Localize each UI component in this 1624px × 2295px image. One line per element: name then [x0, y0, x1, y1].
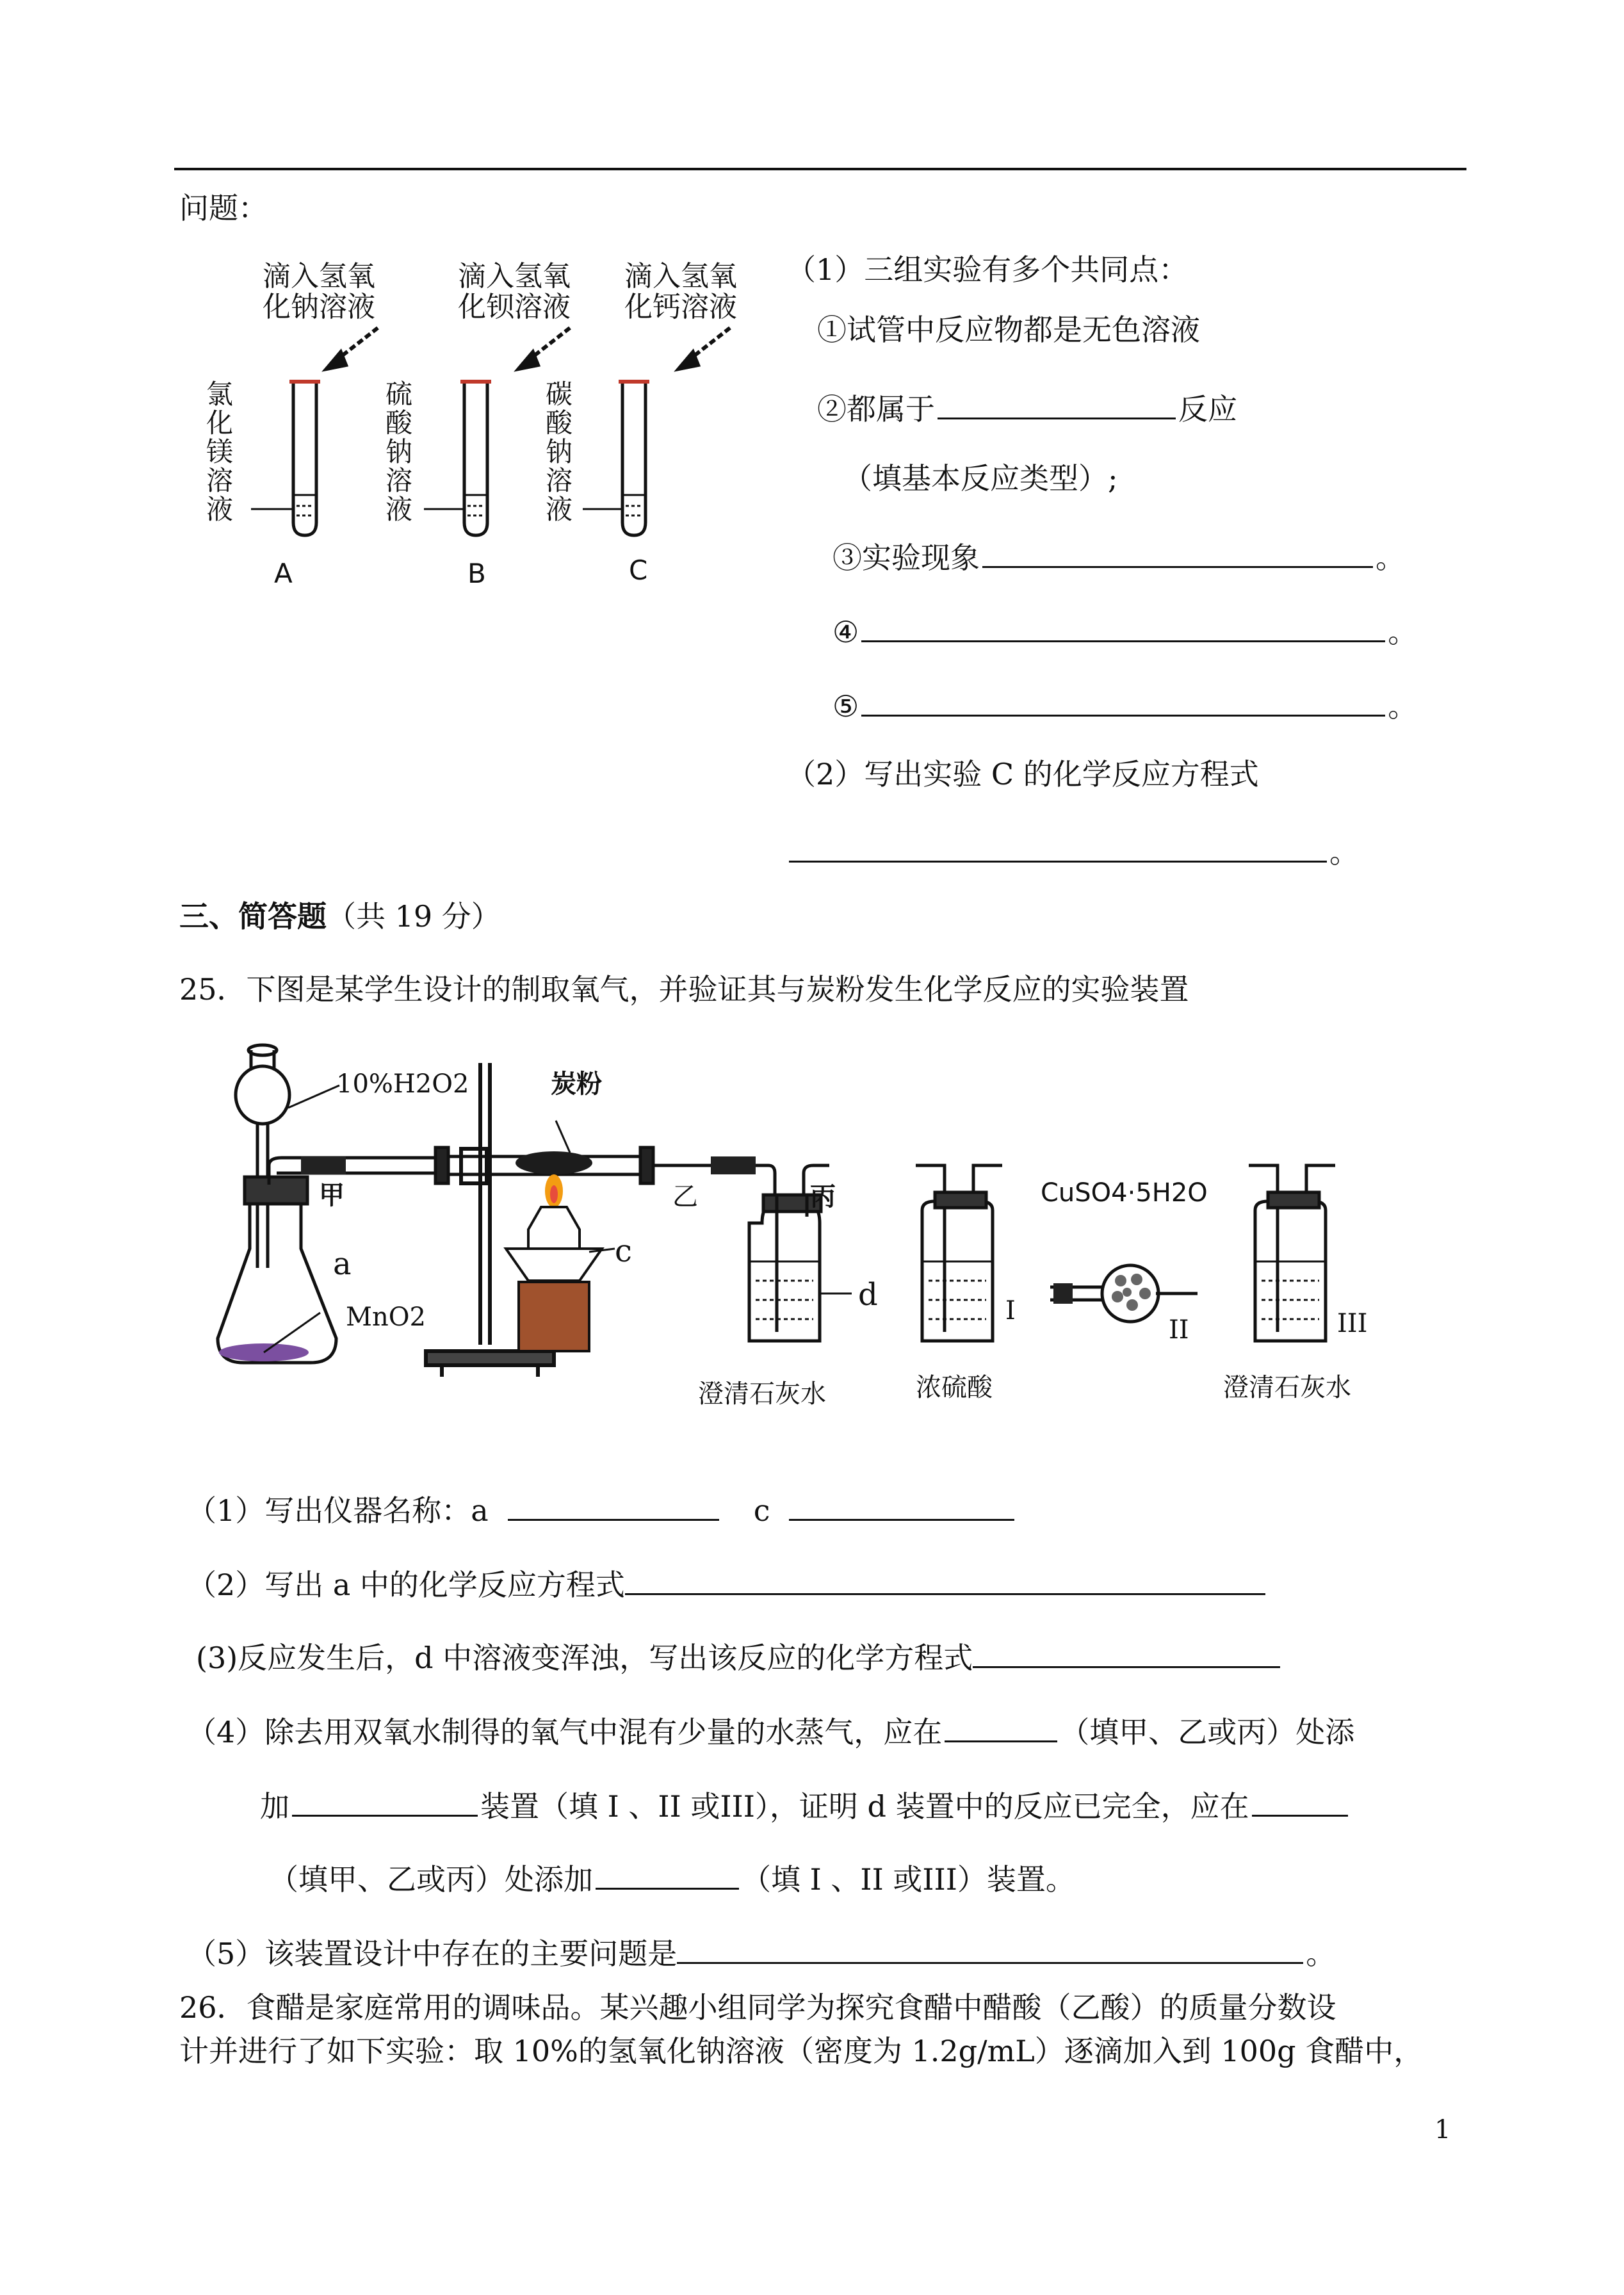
q25-line4b: 加 装置（填 I 、II 或III），证明 d 装置中的反应已完全，应在 — [260, 1787, 1351, 1821]
q24-part2-answer: 。 — [789, 832, 1359, 867]
limewater2-label: 澄清石灰水 — [1223, 1373, 1351, 1402]
q25-blank-a[interactable] — [508, 1491, 719, 1521]
tube-b-label-2: 酸 — [386, 407, 413, 439]
q24-part1: （1）三组实验有多个共同点： — [786, 252, 1189, 287]
drop-c-line2: 化钙溶液 — [624, 291, 737, 323]
q24-blank-5[interactable] — [861, 686, 1385, 717]
q25-line4c: （填甲、乙或丙）处添加 （填 I 、II 或III）装置。 — [269, 1860, 1075, 1894]
q25-blank-c[interactable] — [789, 1491, 1014, 1521]
bottle-iii-label: III — [1337, 1309, 1368, 1338]
drop-b-line1: 滴入氢氧 — [458, 260, 571, 293]
drop-c-line1: 滴入氢氧 — [624, 260, 737, 293]
drop-a-line1: 滴入氢氧 — [263, 260, 375, 293]
q25-line2: （2）写出 a 中的化学反应方程式 — [187, 1565, 1268, 1600]
q25-blank-equation-d[interactable] — [973, 1638, 1280, 1668]
tube-b-label-1: 硫 — [386, 378, 413, 410]
q25-blank-device1[interactable] — [292, 1787, 478, 1817]
bottle-i-label: I — [1005, 1296, 1016, 1326]
q25-blank-problem[interactable] — [677, 1934, 1303, 1964]
tube-c-label-4: 溶 — [546, 465, 573, 496]
q24-blank-4[interactable] — [861, 612, 1385, 642]
tube-a-label-4: 溶 — [206, 465, 234, 496]
tube-a-label-1: 氯 — [206, 378, 234, 410]
bing-label: 丙 — [810, 1182, 836, 1212]
limewater1-label: 澄清石灰水 — [698, 1379, 826, 1409]
drop-a-line2: 化钠溶液 — [263, 291, 375, 323]
tube-b-letter: B — [467, 558, 486, 589]
tube-a-label-3: 镁 — [206, 436, 234, 467]
top-rule — [174, 168, 1466, 170]
q25-blank-location2[interactable] — [1252, 1787, 1348, 1817]
apparatus-figure — [205, 1037, 1409, 1422]
tube-c-label-5: 液 — [546, 494, 573, 525]
q25-line1: （1）写出仪器名称：a c — [187, 1491, 1017, 1525]
page-number: 1 — [1434, 2115, 1451, 2145]
lamp-c-label: c — [615, 1233, 632, 1269]
q24-statement5: ⑤ 。 — [832, 686, 1417, 721]
q24-blank-phenomenon[interactable] — [982, 538, 1373, 568]
q24-statement3: ③实验现象 。 — [832, 538, 1405, 572]
jia-label: 甲 — [319, 1181, 345, 1210]
q24-statement2: ②都属于 反应 — [817, 389, 1237, 424]
tube-c-label-2: 酸 — [546, 407, 573, 439]
q26-line2: 计并进行了如下实验：取 10%的氢氧化钠溶液（密度为 1.2g/mL）逐滴加入到 100g 食醋中， — [179, 2034, 1424, 2068]
q24-statement2-note: （填基本反应类型）; — [843, 461, 1118, 496]
q25-blank-equation-a[interactable] — [625, 1565, 1265, 1595]
q25-line5: （5）该装置设计中存在的主要问题是 。 — [187, 1934, 1335, 1968]
tube-b-label-4: 溶 — [386, 465, 413, 496]
yi-label: 乙 — [672, 1182, 698, 1212]
question-label: 问题： — [179, 191, 268, 225]
tube-b-label-5: 液 — [386, 494, 413, 525]
q25-blank-location1[interactable] — [945, 1712, 1057, 1742]
q24-part2: （2）写出实验 C 的化学反应方程式 — [786, 757, 1259, 791]
q24-blank-equation[interactable] — [789, 832, 1327, 863]
q25-line4a: （4）除去用双氧水制得的氧气中混有少量的水蒸气，应在 （填甲、乙或丙）处添 — [187, 1712, 1354, 1747]
q24-statement1: ①试管中反应物都是无色溶液 — [817, 312, 1200, 347]
q24-statement4: ④ 。 — [832, 612, 1417, 647]
section3-heading: 三、简答题（共 19 分） — [179, 899, 501, 934]
drop-b-line2: 化钡溶液 — [458, 291, 571, 323]
dryer-ii-label: II — [1169, 1315, 1189, 1345]
flask-a-label: a — [333, 1246, 352, 1282]
q24-blank-reaction-type[interactable] — [938, 389, 1176, 419]
test-tube-figure — [192, 256, 781, 602]
carbon-label: 炭粉 — [551, 1069, 602, 1099]
q25-line3: (3)反应发生后，d 中溶液变浑浊，写出该反应的化学方程式 — [196, 1638, 1283, 1673]
tube-c-label-3: 钠 — [546, 436, 573, 467]
h2o2-label: 10%H2O2 — [336, 1069, 469, 1099]
tube-a-label-5: 液 — [206, 494, 234, 525]
tube-c-letter: C — [629, 555, 648, 586]
mno2-label: MnO2 — [346, 1302, 426, 1332]
q25-intro: 25．下图是某学生设计的制取氧气，并验证其与炭粉发生化学反应的实验装置 — [179, 972, 1189, 1007]
tube-c-label-1: 碳 — [546, 378, 573, 410]
q26-line1: 26．食醋是家庭常用的调味品。某兴趣小组同学为探究食醋中醋酸（乙酸）的质量分数设 — [179, 1990, 1336, 2025]
q25-blank-device2[interactable] — [596, 1860, 739, 1890]
tube-b-label-3: 钠 — [386, 436, 413, 467]
tube-a-label-2: 化 — [206, 407, 234, 439]
acid-label: 浓硫酸 — [916, 1373, 993, 1402]
tube-a-letter: A — [274, 558, 293, 589]
cuso4-label: CuSO4·5H2O — [1041, 1178, 1208, 1208]
bottle-d-label: d — [858, 1277, 878, 1313]
